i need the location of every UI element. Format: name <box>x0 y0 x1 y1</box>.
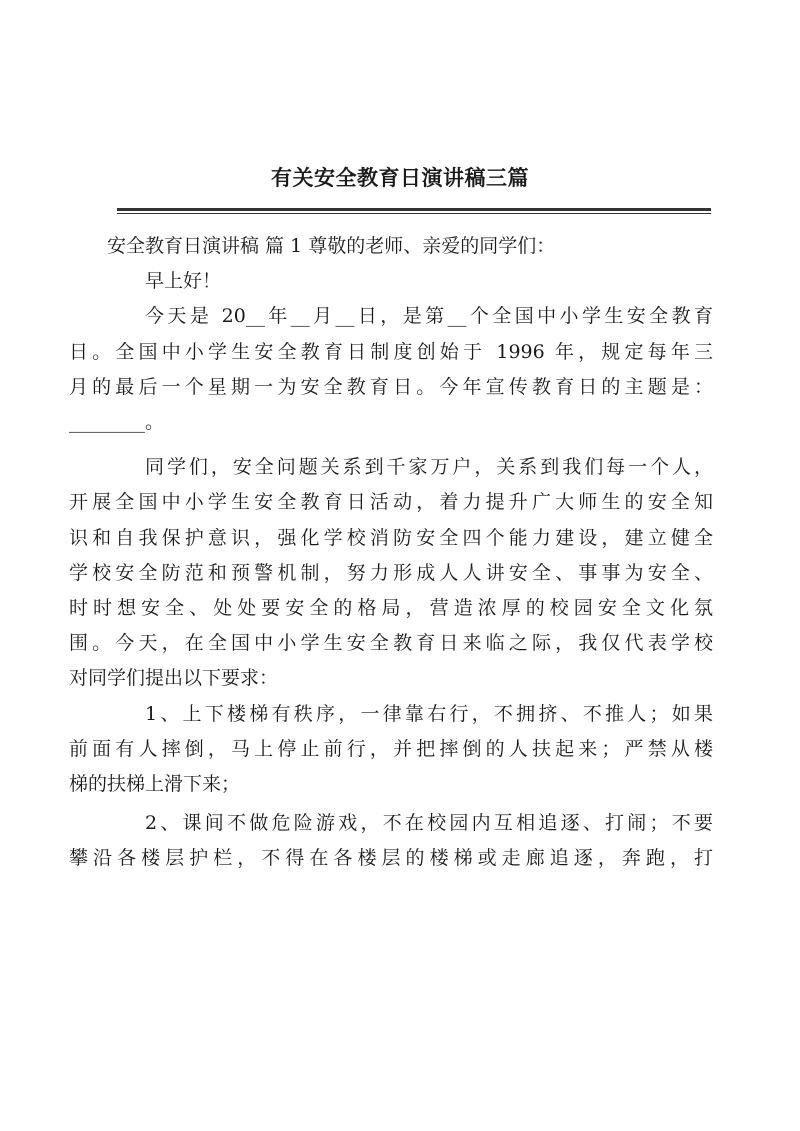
text-line: 今天是 20__年__月__日，是第__个全国中小学生安全教育 <box>145 305 713 328</box>
text-line: 同学们，安全问题关系到千家万户，关系到我们每一个人， <box>145 456 713 479</box>
text-line: 早上好！ <box>145 270 222 293</box>
text-line: 前面有人摔倒，马上停止前行，并把摔倒的人扶起来；严禁从楼 <box>69 737 713 760</box>
text-line: 学校安全防范和预警机制，努力形成人人讲安全、事事为安全、 <box>69 561 713 584</box>
text-line: 1、上下楼梯有秩序，一律靠右行，不拥挤、不推人；如果 <box>145 702 713 725</box>
text-line: ________。 <box>69 411 165 434</box>
paragraph-rule-2 <box>69 806 713 876</box>
document-title: 有关安全教育日演讲稿三篇 <box>271 165 529 190</box>
text-line: 2、课间不做危险游戏，不在校园内互相追逐、打闹；不要 <box>145 812 713 835</box>
text-line: 开展全国中小学生安全教育日活动，着力提升广大师生的安全知 <box>69 491 713 514</box>
paragraph-safety-intro <box>69 450 713 696</box>
paragraph-date <box>69 299 713 440</box>
paragraph-greeting <box>107 264 713 299</box>
paragraph-rule-1 <box>69 697 713 803</box>
text-line: 梯的扶梯上滑下来； <box>69 773 241 796</box>
text-line: 攀沿各楼层护栏，不得在各楼层的楼梯或走廊追逐，奔跑，打 <box>69 847 713 870</box>
text-line: 对同学们提出以下要求： <box>69 667 279 690</box>
text-line: 围。今天，在全国中小学生安全教育日来临之际，我仅代表学校 <box>69 632 713 655</box>
text-line: 安全教育日演讲稿 篇 1 尊敬的老师、亲爱的同学们： <box>107 235 556 257</box>
title-rule-thick <box>117 208 711 211</box>
paragraph-salutation <box>107 229 713 264</box>
text-line: 日。全国中小学生安全教育日制度创始于 1996 年，规定每年三 <box>69 340 713 363</box>
text-line: 识和自我保护意识，强化学校消防安全四个能力建设，建立健全 <box>69 526 713 549</box>
text-line: 时时想安全、处处要安全的格局，营造浓厚的校园安全文化氛 <box>69 597 713 620</box>
text-line: 月的最后一个星期一为安全教育日。今年宣传教育日的主题是： <box>69 375 713 398</box>
title-rule-thin <box>117 213 711 214</box>
document-body <box>69 229 713 877</box>
